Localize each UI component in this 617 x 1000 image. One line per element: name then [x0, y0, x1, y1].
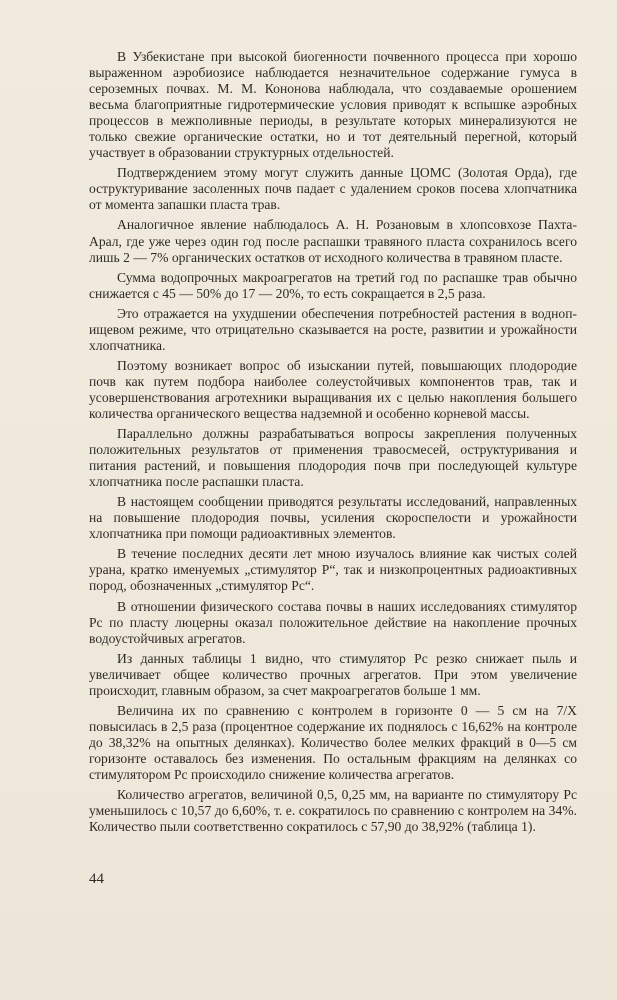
- paragraph: Сумма водопрочных макроагрегатов на третий год по распашке трав обычно снижается с 45 — 50% до 17 — 20%, то есть сокращается в 2,5 раза.: [89, 269, 577, 301]
- paragraph: Подтверждением этому могут служить данные ЦОМС (Золотая Орда), где оструктуривание засоленных почв падает с удалением сроков посева хлопчатника от момента запашки пласта трав.: [89, 165, 577, 213]
- paragraph: Величина их по сравнению с контролем в горизонте 0 — 5 см на 7/X повысилась в 2,5 раза (процентное содержание их поднялось с 16,62% на контроле до 38,32% на опытных делянках). Количество более мелких фракций в 0—5 см горизонте оставалось без изменения. По остальным фракциям на делянках со стимулятором Рc происходило снижение количества агрегатов.: [89, 702, 577, 782]
- body-text: [89, 49, 577, 835]
- paragraph: Это отражается на ухудшении обеспечения потребностей растения в воднопищевом режиме, что отрицательно сказывается на росте, развитии и урожайности хлопчатника.: [89, 305, 577, 353]
- paragraph: В Узбекистане при высокой биогенности почвенного процесса при хорошо выраженном аэробиозисе наблюдается незначительное содержание гумуса в сероземных почвах. М. М. Кононова наблюдала, что создаваемые орошением весьма благоприятные гидротермические условия приводят к вспышке аэробных процессов в межполивные периоды, в результате которых минерализуются не только свежие органические остатки, но и тот деятельный перегной, который участвует в образовании структурных отдельностей.: [89, 49, 577, 161]
- paragraph: В отношении физического состава почвы в наших исследованиях стимулятор Рc по пласту люцерны оказал положительное действие на накопление прочных водоустойчивых агрегатов.: [89, 598, 577, 646]
- paragraph: Аналогичное явление наблюдалось А. Н. Розановым в хлопсовхозе Пахта-Арал, где уже через один год после распашки травяного пласта сохранилось всего лишь 2 — 7% органических остатков от исходного количества в травяном пласте.: [89, 217, 577, 265]
- paragraph: Поэтому возникает вопрос об изыскании путей, повышающих плодородие почв как путем подбора наиболее солеустойчивых компонентов трав, так и усовершенствования агротехники выращивания их с целью накопления большего количества органического вещества надземной и особенно корневой массы.: [89, 357, 577, 421]
- paragraph: Из данных таблицы 1 видно, что стимулятор Рc резко снижает пыль и увеличивает общее количество прочных агрегатов. При этом увеличение происходит, главным образом, за счет макроагрегатов больше 1 мм.: [89, 650, 577, 698]
- paragraph: В настоящем сообщении приводятся результаты исследований, направленных на повышение плодородия почвы, усиления скороспелости и урожайности хлопчатника при помощи радиоактивных элементов.: [89, 494, 577, 542]
- paragraph: Количество агрегатов, величиной 0,5, 0,25 мм, на варианте по стимулятору Рc уменьшилось с 10,57 до 6,60%, т. е. сократилось по сравнению с контролем на 34%. Количество пыли соответственно сократилось с 57,90 до 38,92% (таблица 1).: [89, 787, 577, 835]
- paragraph: Параллельно должны разрабатываться вопросы закрепления полученных положительных результатов от применения травосмесей, оструктуривания и питания растений, и повышения плодородия почв при последующей культуре хлопчатника после распашки пласта.: [89, 426, 577, 490]
- page-number: 44: [89, 871, 104, 887]
- paragraph: В течение последних десяти лет мною изучалось влияние как чистых солей урана, кратко именуемых „стимулятор Р“, так и низкопроцентных радиоактивных пород, обозначенных „стимулятор Рc“.: [89, 546, 577, 594]
